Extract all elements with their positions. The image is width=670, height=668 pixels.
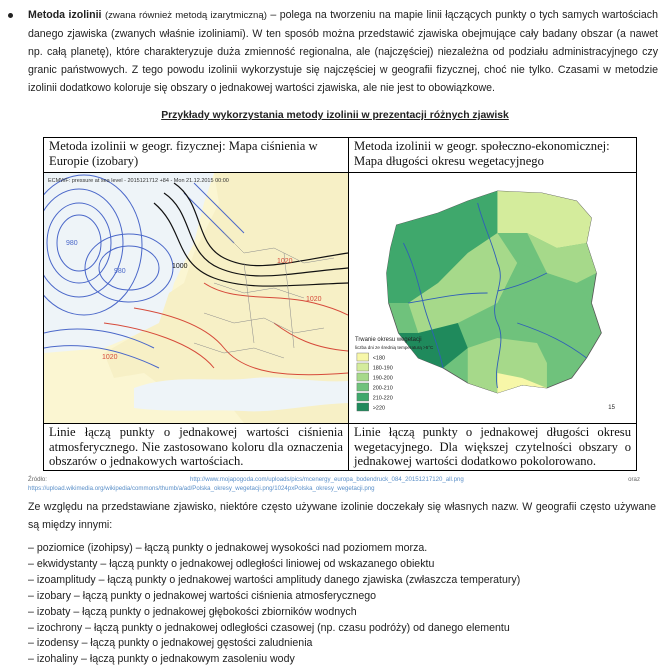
intro-text: – polega na tworzeniu na mapie linii łączących punkty o tych samych wartościach danego zjawiska (zwanych właśnie izoliniami). W ten sposób można przedstawić zjawiska obejmujące cały badany obszar (a nawet np. całą planetę), które charakteryzuje duża zmienność regionalna, ale (najczęściej) niezależna od podziału administracyjnego czy granic państwowych. Z tego powodu izolinii wykorzystuje się najczęściej w geografii fizycznej, choć nie tylko. Czasami w metodzie izolinii dodatkowo koloruje się obszary o jednakowej wartości zjawiska, ale nie jest to obowiązkowe.: [28, 9, 658, 94]
list-item: – izodensy – łączą punkty o jednakowej gęstości zaludnienia: [28, 637, 313, 650]
pressure-map: [44, 173, 348, 423]
intro-paragraph: [28, 6, 658, 97]
isobar-label: 1020: [277, 258, 293, 265]
legend-subtitle: liczba dni ze średnią temperaturą >5°C: [354, 344, 434, 351]
examples-table: [43, 137, 637, 471]
list-item: – izobaty – łączą punkty o jednakowej głębokości zbiorników wodnych: [28, 605, 357, 618]
legend-swatch: [357, 353, 369, 361]
intro-term: Metoda izolinii: [28, 9, 102, 21]
legend-swatch: [357, 403, 369, 411]
examples-caption: Przykłady wykorzystania metody izolinii w prezentacji różnych zjawisk: [161, 110, 509, 121]
legend-label: <180: [372, 355, 386, 362]
list-item: – poziomice (izohipsy) – łączą punkty o jednakowej wysokości nad poziomem morza.: [28, 542, 428, 554]
legend-swatch: [357, 383, 369, 391]
isobar-label: 1000: [172, 263, 188, 270]
isobar-label: 980: [66, 240, 78, 247]
right-header: Metoda izolinii w geogr. społeczno-ekonomicznej: Mapa długości okresu wegetacyjnego: [349, 138, 637, 173]
legend-swatch: [357, 373, 369, 381]
legend-label: 180-190: [372, 365, 393, 372]
legend-title: Trwanie okresu wegetacji: [354, 336, 422, 344]
list-item: – izohaliny – łączą punkty o jednakowym zasoleniu wody: [28, 653, 295, 666]
isobar-label: 980: [114, 268, 126, 275]
legend-label: 200-210: [372, 385, 393, 392]
legend-label: >220: [372, 405, 386, 412]
legend-label: 210-220: [372, 395, 393, 402]
right-description: Linie łączą punkty o jednakowej długości okresu wegetacyjnego. Dla większej czytelności obszary o jednakowej wartości dodatkowo pokolorowano.: [349, 424, 637, 471]
list-item: – izobary – łączą punkty o jednakowej wartości ciśnienia atmosferycznego: [28, 589, 377, 602]
list-item: – ekwidystanty – łączą punkty o jednakowej odległości liniowej od wskazanego obiektu: [28, 557, 435, 570]
vegetation-map: [349, 173, 636, 423]
sources-label: Źródło:: [28, 476, 47, 483]
isobar-label: 1020: [102, 354, 118, 361]
names-paragraph: Ze względu na przedstawiane zjawisko, niektóre często używane izolinie doczekały się własnych nazw. W geografii często używane są między innymi:: [28, 501, 656, 531]
sources: [28, 475, 640, 493]
intro-aside: (zwana również metodą izarytmiczną): [104, 10, 267, 21]
list-item: – izochrony – łączą punkty o jednakowej odległości czasowej (np. czasu podróży) od danego elementu: [28, 621, 510, 634]
legend-swatch: [357, 393, 369, 401]
source-link-2[interactable]: https://upload.wikimedia.org/wikipedia/commons/thumb/a/ad/Polska_okresy_wegetacji.png/1024pxPolska_okresy_wegetacji.png: [28, 485, 375, 492]
list-item: – izoamplitudy – łączą punkty o jednakowej wartości amplitudy danego zjawiska (zwłaszcza temperatury): [28, 573, 521, 586]
legend-swatch: [357, 363, 369, 371]
source-link-1[interactable]: http://www.mojapogoda.com/uploads/pics/mcenergy_europa_bodendruck_084_20151217120_all.png: [190, 476, 464, 483]
legend-label: 190-200: [372, 375, 393, 382]
map-number: 15: [608, 404, 615, 412]
pressure-map-header: ECMWF: pressure at sea level - 2015121712 +84 - Mon 21.12.2015 00:00: [48, 178, 229, 184]
sources-oraz: oraz: [628, 476, 640, 483]
vegetation-map-cell: [349, 173, 637, 424]
left-header: Metoda izolinii w geogr. fizycznej: Mapa ciśnienia w Europie (izobary): [44, 138, 349, 173]
bullet-icon: [8, 13, 13, 18]
pressure-map-cell: [44, 173, 349, 424]
isoline-names-list: [28, 541, 520, 668]
left-description: Linie łączą punkty o jednakowej wartości ciśnienia atmosferycznego. Nie zastosowano koloru dla oznaczenia obszarów o jednakowych wartościach.: [44, 424, 349, 471]
isobar-label: 1020: [306, 296, 322, 303]
